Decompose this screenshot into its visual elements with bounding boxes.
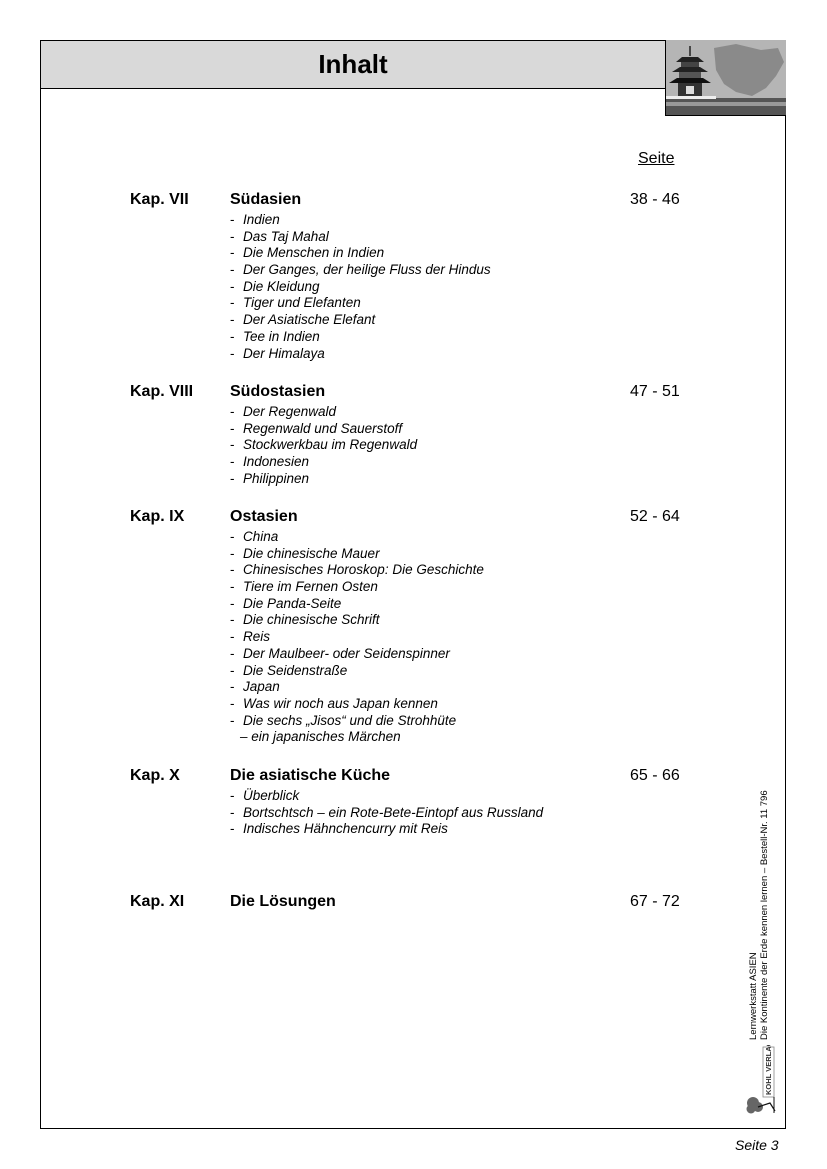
chapter-title: Die asiatische Küche bbox=[230, 767, 391, 784]
list-item: - Was wir noch aus Japan kennen bbox=[230, 695, 438, 711]
list-item: - Regenwald und Sauerstoff bbox=[230, 420, 403, 436]
list-item: - Der Regenwald bbox=[230, 404, 337, 419]
chapter-pages: 65 - 66 bbox=[630, 767, 680, 784]
list-item: - Tee in Indien bbox=[230, 328, 320, 344]
list-item: - Chinesisches Horoskop: Die Geschichte bbox=[230, 562, 484, 578]
chapter-title: Ostasien bbox=[230, 508, 298, 525]
svg-text:KOHL VERLAG: KOHL VERLAG bbox=[764, 1045, 773, 1095]
chapter-number: Kap. VIII bbox=[130, 383, 194, 400]
chapter-title: Südostasien bbox=[230, 383, 326, 400]
list-item: - Der Asiatische Elefant bbox=[230, 312, 376, 328]
chapter-pages: 67 - 72 bbox=[630, 893, 680, 910]
list-item: - Bortschtsch – ein Rote-Bete-Eintopf aus Russland bbox=[230, 804, 544, 820]
chapter-pages: 52 - 64 bbox=[630, 508, 680, 525]
list-item: - Der Maulbeer- oder Seidenspinner bbox=[230, 645, 450, 661]
chapter-number: Kap. VII bbox=[130, 191, 189, 208]
list-item: - Die Kleidung bbox=[230, 278, 320, 294]
chapter-title: Die Lösungen bbox=[230, 893, 336, 910]
chapter-number: Kap. XI bbox=[130, 893, 185, 910]
list-item: - Japan bbox=[230, 679, 280, 695]
list-item: - Die Seidenstraße bbox=[230, 662, 348, 678]
side-imprint-line2: Die Kontinente der Erde kennen lernen – Bestell-Nr. 11 796 bbox=[759, 790, 770, 1040]
chapter-pages: 38 - 46 bbox=[630, 191, 680, 208]
pagoda-asia-map-image bbox=[665, 40, 786, 116]
list-item: - Tiere im Fernen Osten bbox=[230, 579, 378, 595]
page-title: Inhalt bbox=[318, 49, 388, 79]
chapter-items bbox=[230, 788, 543, 838]
list-item: - Indien bbox=[230, 212, 280, 227]
kohl-verlag-logo bbox=[744, 1045, 780, 1117]
header-bar bbox=[41, 41, 665, 89]
list-item-continuation: – ein japanisches Märchen bbox=[240, 729, 401, 745]
chapter-number: Kap. IX bbox=[130, 508, 185, 525]
list-item: - Die chinesische Schrift bbox=[230, 612, 380, 628]
list-item: - Die chinesische Mauer bbox=[230, 545, 380, 561]
list-item: - Der Ganges, der heilige Fluss der Hindus bbox=[230, 262, 491, 278]
list-item: - Die sechs „Jisos“ und die Strohhüte bbox=[230, 712, 457, 728]
side-imprint-line1: Lernwerkstatt ASIEN bbox=[748, 952, 759, 1040]
list-item: - Die Panda-Seite bbox=[230, 595, 342, 611]
list-item: - Indisches Hähnchencurry mit Reis bbox=[230, 821, 448, 837]
list-item: - Die Menschen in Indien bbox=[230, 245, 385, 261]
tree-logo-icon bbox=[744, 1045, 780, 1117]
list-item: - Reis bbox=[230, 629, 271, 645]
list-item: - Philippinen bbox=[230, 470, 310, 486]
seite-column-header: Seite bbox=[638, 150, 675, 167]
list-item: - Indonesien bbox=[230, 454, 310, 470]
page-frame bbox=[40, 40, 786, 1129]
chapter-number: Kap. X bbox=[130, 767, 180, 784]
chapter-pages: 47 - 51 bbox=[630, 383, 680, 400]
list-item: - Das Taj Mahal bbox=[230, 228, 329, 244]
list-item: - Tiger und Elefanten bbox=[230, 295, 361, 311]
side-imprint bbox=[748, 740, 770, 1040]
chapter-items bbox=[230, 529, 484, 746]
list-item: - Der Himalaya bbox=[230, 345, 325, 361]
chapter-title: Südasien bbox=[230, 191, 302, 208]
list-item: - Stockwerkbau im Regenwald bbox=[230, 437, 418, 453]
page-number: Seite 3 bbox=[735, 1137, 779, 1153]
pagoda-icon bbox=[666, 40, 786, 115]
list-item: - China bbox=[230, 529, 279, 544]
chapter-items bbox=[230, 404, 417, 487]
list-item: - Überblick bbox=[230, 788, 300, 803]
chapter-items bbox=[230, 212, 491, 362]
